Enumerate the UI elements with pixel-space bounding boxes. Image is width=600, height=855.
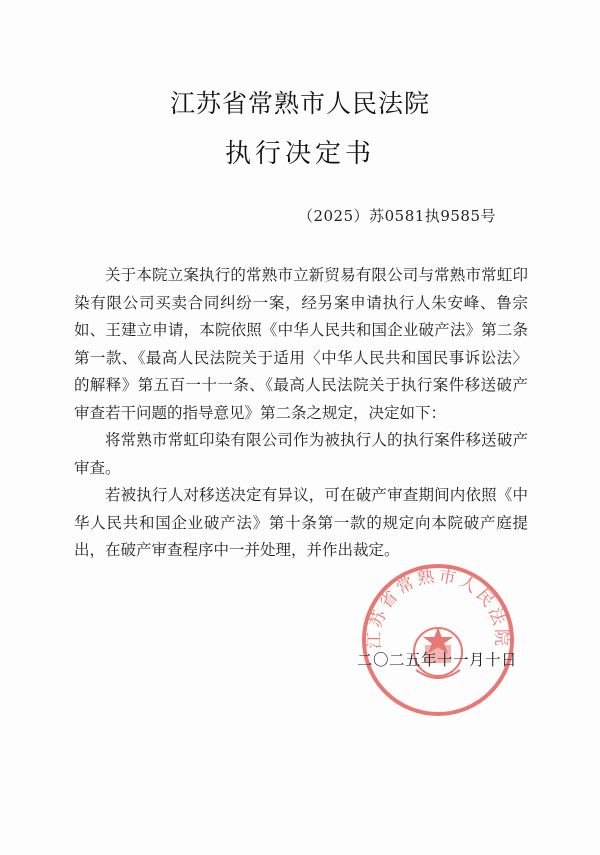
document-date: 二〇二五年十一月十日 — [356, 651, 517, 669]
court-seal-icon — [358, 560, 518, 720]
paragraph-objection: 若被执行人对移送决定有异议，可在破产审查期间内依照《中华人民共和国企业破产法》第十条第一款的规定向本院破产庭提出，在破产审查程序中一并处理，并作出裁定。 — [74, 486, 528, 559]
document-body — [74, 262, 528, 565]
court-name: 江苏省常熟市人民法院 — [169, 89, 430, 118]
paragraph-decision: 将常熟市常虹印染有限公司作为被执行人的执行案件移送破产审查。 — [74, 431, 528, 477]
paragraph-background: 关于本院立案执行的常熟市立新贸易有限公司与常熟市常虹印染有限公司买卖合同纠纷一案，经另案申请执行人朱安峰、鲁宗如、王建立申请，本院依照《中华人民共和国企业破产法》第二条第一款、《最高人民法院关于适用〈中华人民共和国民事诉讼法〉的解释》第五百一十一条、《最高人民法院关于执行案件移送破产审查若干问题的指导意见》第二条之规定，决定如下： — [74, 266, 528, 422]
case-number: （2025）苏0581执9585号 — [297, 207, 496, 225]
document-title: 执行决定书 — [224, 139, 375, 169]
seal-text: 江苏省常熟市人民法院 — [364, 566, 512, 650]
